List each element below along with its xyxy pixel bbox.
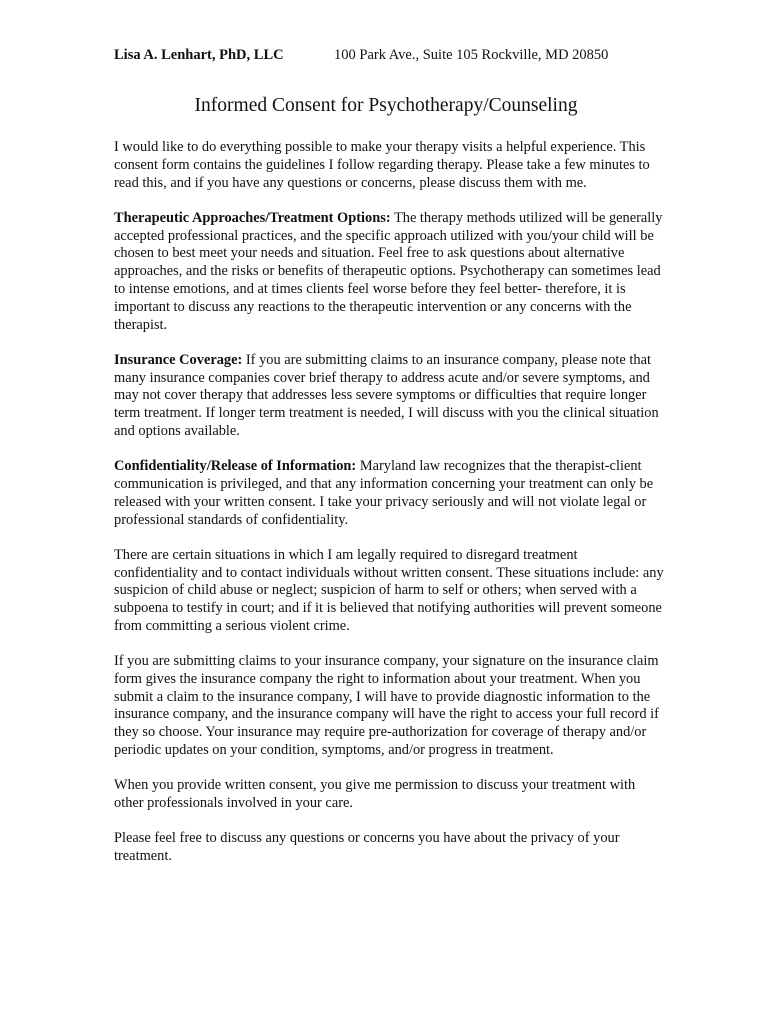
insurance-claims-paragraph: If you are submitting claims to your insurance company, your signature on the insurance claim form gives the insurance company the right to information about your treatment. When you submit a claim to the insurance company, I will have to provide diagnostic information to the insurance company, and the insurance company will have the right to access your full record if they so choose. Your insurance may require pre-authorization for coverage of therapy and/or periodic updates on your condition, symptoms, and/or progress in treatment. — [114, 653, 659, 759]
insurance-text: If you are submitting claims to an insurance company, please note that many insurance companies cover brief therapy to address acute and/or severe symptoms, and may not cover therapy that addresses less severe symptoms or difficulties that require longer term treatment. If longer term treatment is needed, I will discuss with you the clinical situation and options available. — [114, 351, 659, 439]
insurance-paragraph — [114, 352, 664, 441]
intro-paragraph: I would like to do everything possible to make your therapy visits a helpful experience. This consent form contains the guidelines I follow regarding therapy. Please take a few minutes to read this, and if you have any questions or concerns, please discuss them with me. — [114, 139, 650, 191]
document-body — [114, 139, 664, 883]
letterhead — [114, 46, 674, 64]
approaches-text: The therapy methods utilized will be generally accepted professional practices, and the specific approach utilized with you/your child will be chosen to best meet your needs and situation. Feel free to ask questions about alternative approaches, and the risks or benefits of therapeutic options. Psychotherapy can sometimes lead to intense emotions, and at times clients feel worse before they feel better- therefore, it is important to discuss any reactions to the therapeutic intervention or any concerns with the therapist. — [114, 209, 663, 333]
written-consent-paragraph: When you provide written consent, you give me permission to discuss your treatment with other professionals involved in your care. — [114, 777, 636, 812]
closing-paragraph: Please feel free to discuss any questions or concerns you have about the privacy of your treatment. — [114, 830, 620, 865]
legal-exceptions-paragraph: There are certain situations in which I am legally required to disregard treatment confidentiality and to contact individuals without written consent. These situations include: any suspicion of child abuse or neglect; suspicion of harm to self or others; when served with a subpoena to testify in court; and if it is believed that notifying authorities will prevent someone from committing a serious violent crime. — [114, 546, 664, 634]
document-title: Informed Consent for Psychotherapy/Counseling — [194, 95, 578, 116]
confidentiality-text: Maryland law recognizes that the therapist-client communication is privileged, and that any information concerning your treatment can only be released with your written consent. I take your privacy seriously and will not violate legal or professional standards of confidentiality. — [114, 458, 654, 528]
insurance-heading: Insurance Coverage: — [114, 351, 243, 368]
practice-address: 100 Park Ave., Suite 105 Rockville, MD 20850 — [334, 47, 609, 63]
approaches-paragraph — [114, 210, 664, 335]
confidentiality-heading: Confidentiality/Release of Information: — [114, 458, 357, 475]
practice-name: Lisa A. Lenhart, PhD, LLC — [114, 47, 284, 63]
approaches-heading: Therapeutic Approaches/Treatment Options: — [114, 209, 391, 226]
confidentiality-paragraph — [114, 458, 664, 529]
